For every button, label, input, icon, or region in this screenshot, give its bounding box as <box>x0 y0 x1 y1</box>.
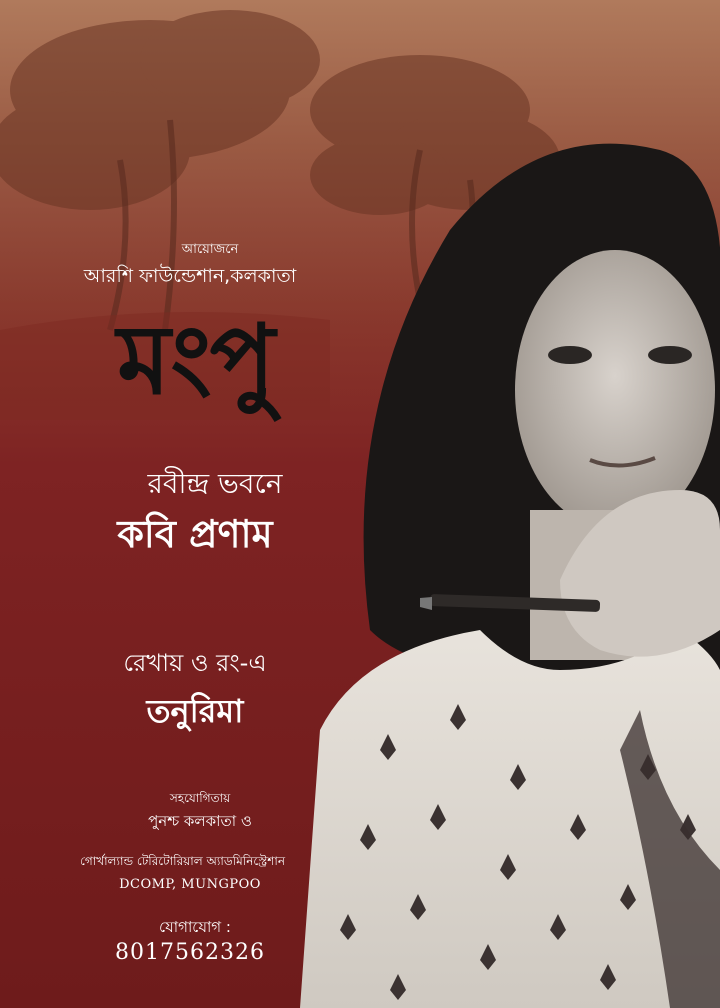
support-org-3: DCOMP, MUNGPOO <box>119 877 261 892</box>
organizer-name: আরশি ফাউন্ডেশান,কলকাতা <box>83 265 297 287</box>
event-title: কবি প্রণাম <box>117 512 273 556</box>
medium-line: রেখায় ও রং-এ <box>123 649 267 677</box>
contact-phone: 8017562326 <box>115 940 265 965</box>
support-label: সহযোগিতায় <box>169 791 231 805</box>
support-org-1: পুনশ্চ কলকাতা ও <box>148 812 252 830</box>
contact-label: যোগাযোগ : <box>159 918 231 936</box>
artist-portrait-photo <box>300 110 720 1008</box>
main-title: মংপু <box>117 304 273 416</box>
organizer-label: আয়োজনে <box>181 242 239 257</box>
venue-line: রবীন্দ্র ভবনে <box>147 467 283 500</box>
artist-name: তনুরিমা <box>146 692 244 730</box>
support-org-2: গোর্খাল্যান্ড টেরিটোরিয়াল অ্যাডমিনিস্ট্রেশান <box>79 854 286 868</box>
